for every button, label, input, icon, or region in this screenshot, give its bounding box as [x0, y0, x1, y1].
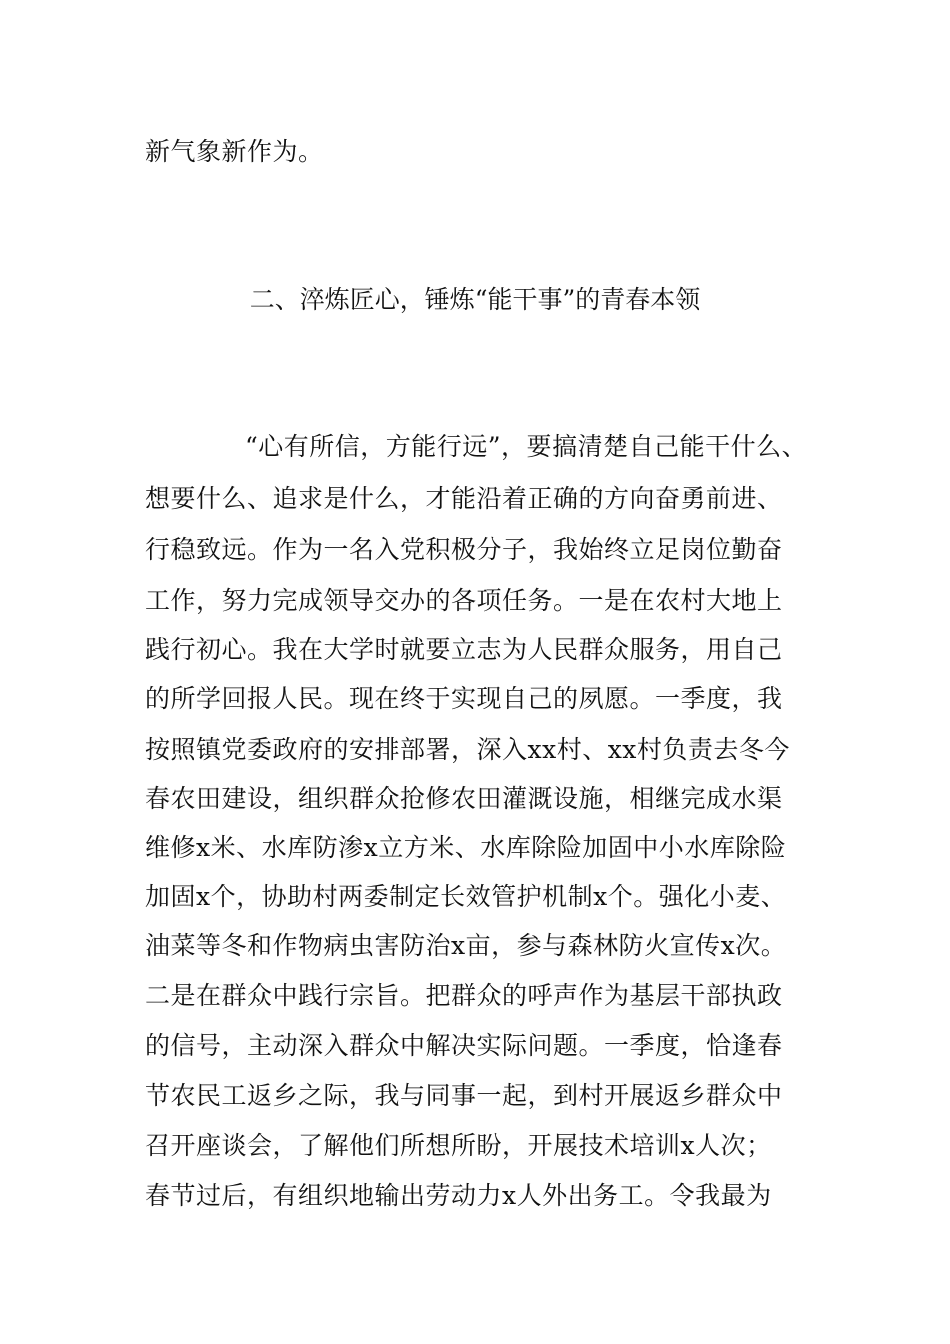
- paragraph-line: 践行初心。我在大学时就要立志为人民群众服务，用自己: [145, 635, 783, 664]
- paragraph-line: 维修x米、水库防渗x立方米、水库除险加固中小水库除险: [145, 833, 787, 862]
- paragraph-line: 工作，努力完成领导交办的各项任务。一是在农村大地上: [145, 586, 783, 615]
- paragraph-line: 召开座谈会，了解他们所想所盼，开展技术培训x人次；: [145, 1131, 772, 1160]
- paragraph-line: 油菜等冬和作物病虫害防治x亩，参与森林防火宣传x次。: [145, 931, 787, 960]
- section-heading: 二、淬炼匠心，锤炼“能干事”的青春本领: [249, 285, 701, 314]
- paragraph-line: 按照镇党委政府的安排部署，深入xx村、xx村负责去冬今: [145, 735, 790, 764]
- paragraph-line: 节农民工返乡之际，我与同事一起，到村开展返乡群众中: [145, 1081, 783, 1110]
- paragraph-line: 行稳致远。作为一名入党积极分子，我始终立足岗位勤奋: [145, 535, 783, 564]
- paragraph-line: 的信号，主动深入群众中解决实际问题。一季度，恰逢春: [145, 1031, 783, 1060]
- intro-line: 新气象新作为。: [145, 137, 324, 166]
- paragraph-line: 春农田建设，组织群众抢修农田灌溉设施，相继完成水渠: [145, 784, 783, 813]
- paragraph-line: 二是在群众中践行宗旨。把群众的呼声作为基层干部执政: [145, 981, 783, 1010]
- paragraph-line: “心有所信，方能行远”，要搞清楚自己能干什么、: [245, 432, 808, 461]
- paragraph-line: 春节过后，有组织地输出劳动力x人外出务工。令我最为: [145, 1181, 772, 1210]
- paragraph-line: 加固x个，协助村两委制定长效管护机制x个。强化小麦、: [145, 882, 787, 911]
- paragraph-line: 想要什么、追求是什么，才能沿着正确的方向奋勇前进、: [145, 484, 783, 513]
- paragraph-line: 的所学回报人民。现在终于实现自己的夙愿。一季度，我: [145, 684, 783, 713]
